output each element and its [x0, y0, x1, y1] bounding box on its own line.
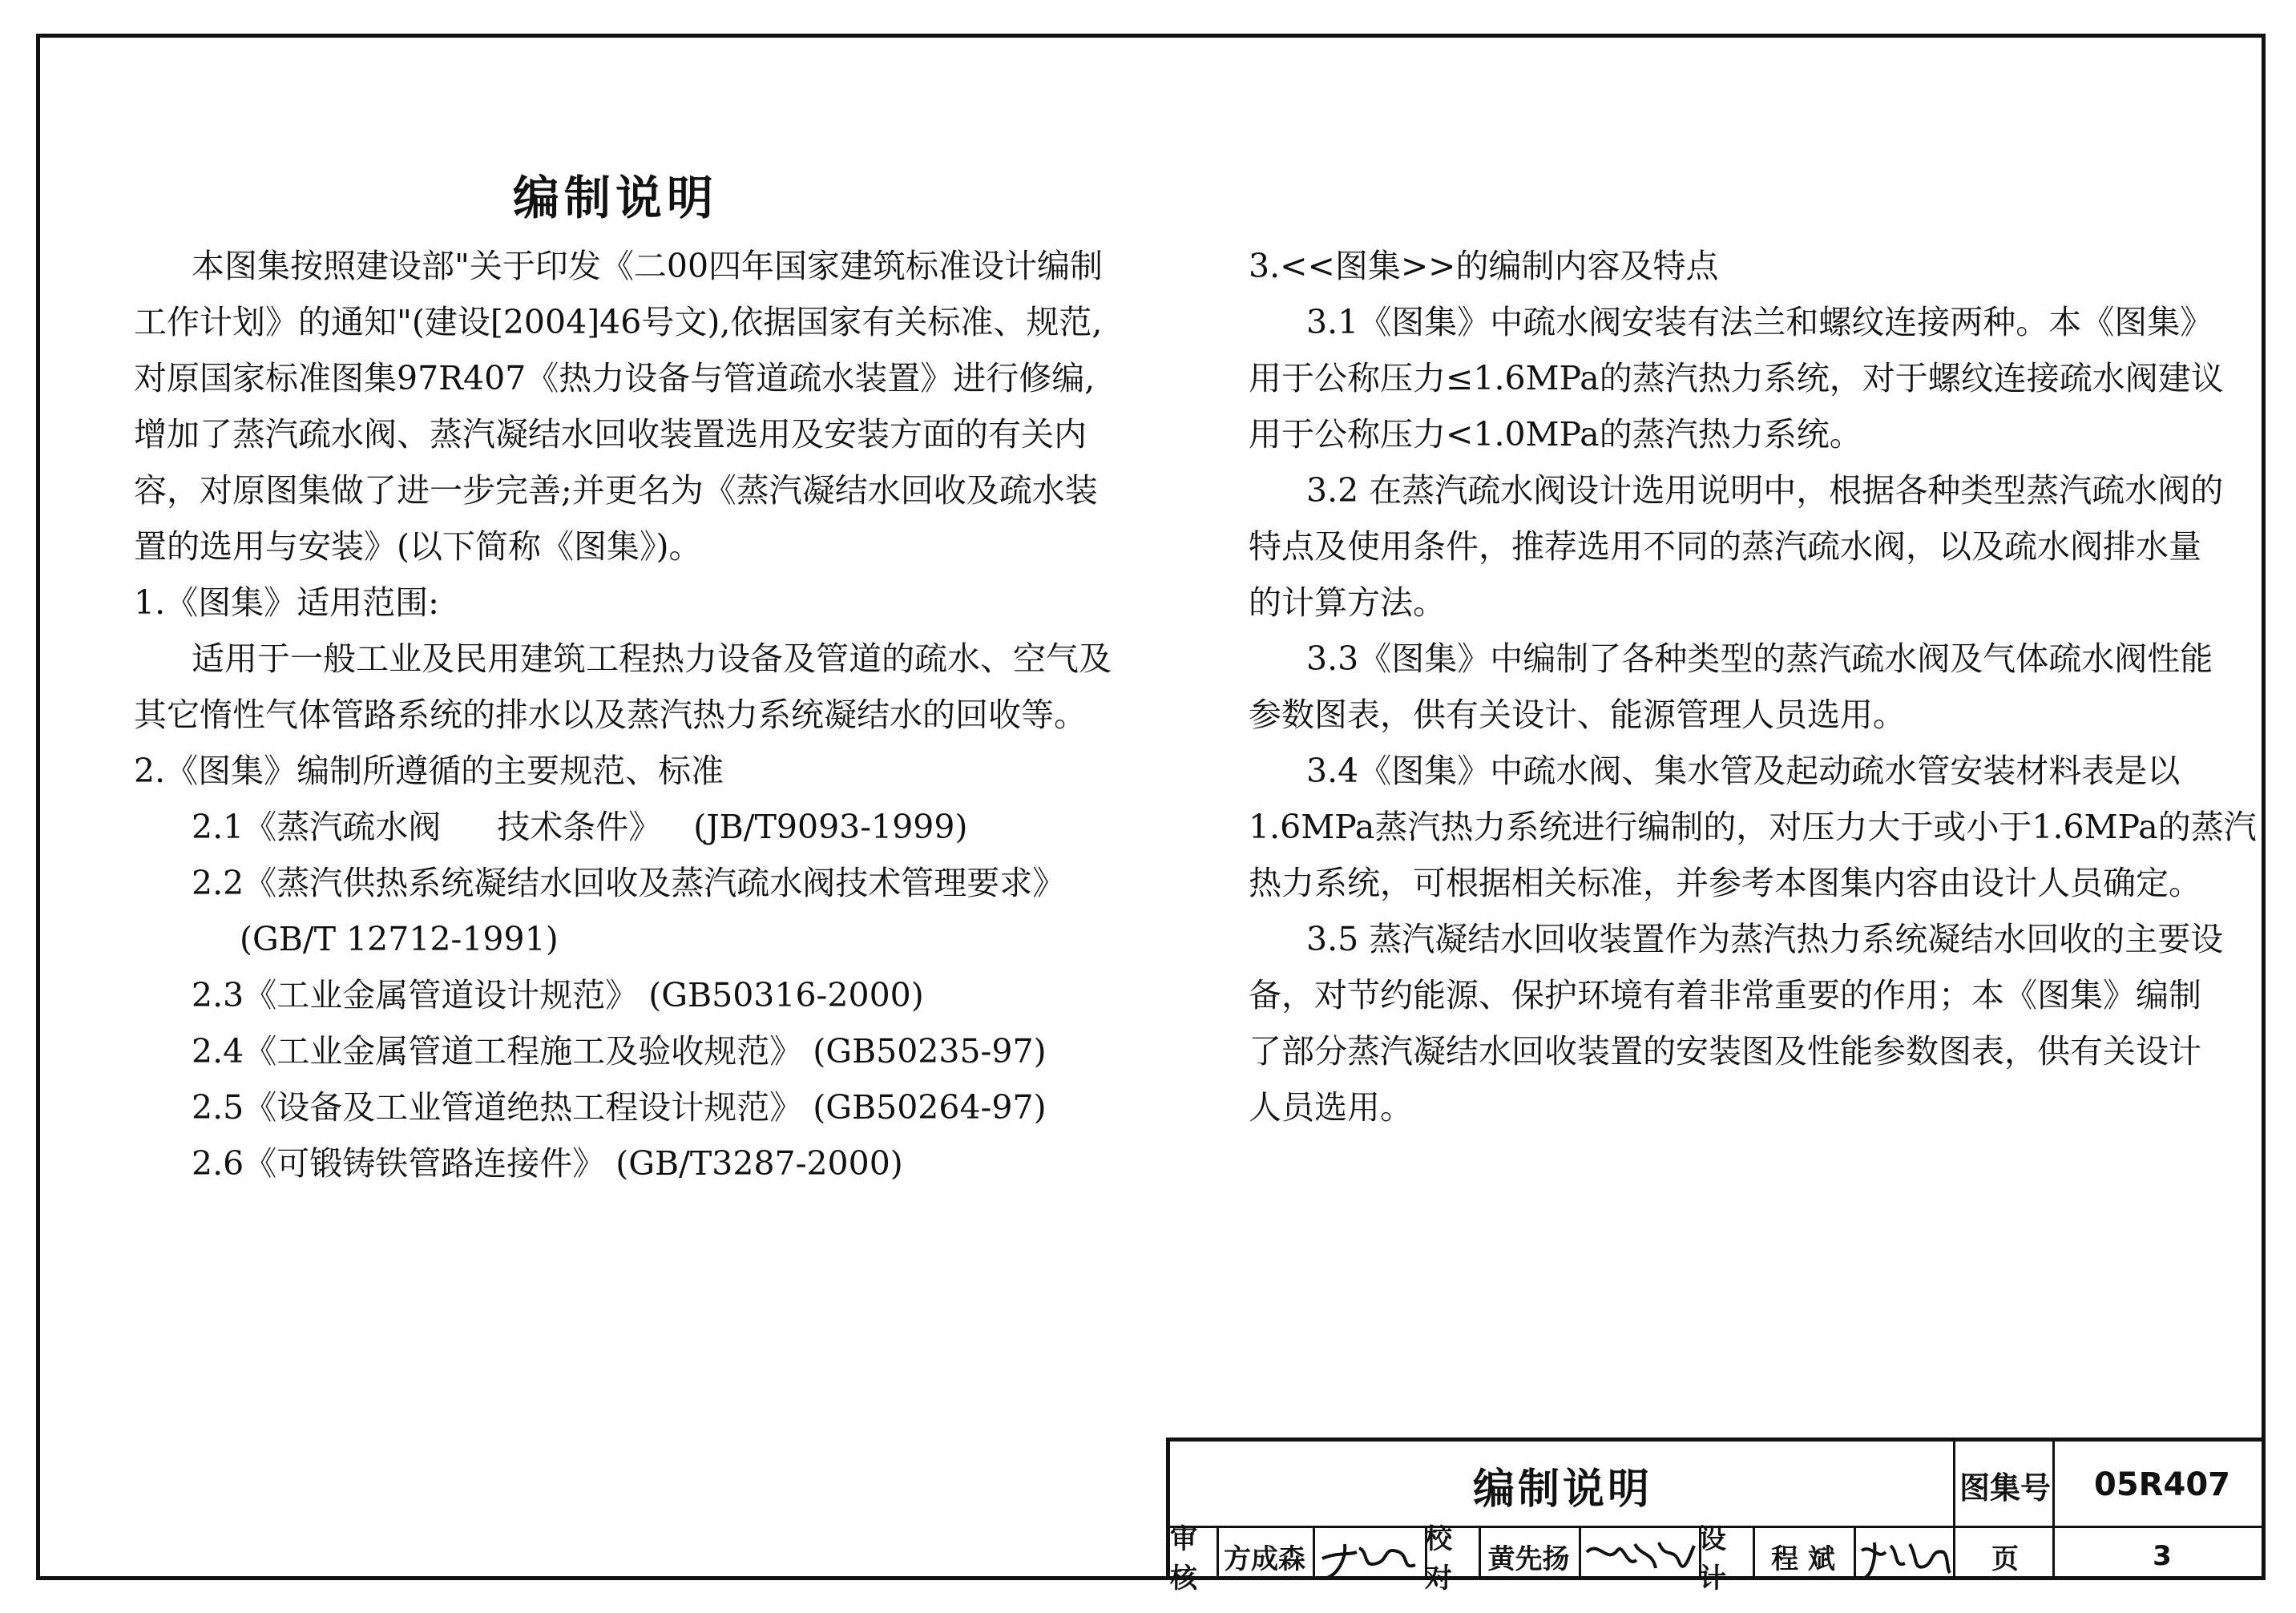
designer-name: 程 斌 — [1771, 1542, 1835, 1575]
section-3-heading: 3.<<图集>>的编制内容及特点 — [1249, 247, 1719, 285]
para-3-4-line: 1.6MPa蒸汽热力系统进行编制的，对压力大于或小于1.6MPa的蒸汽 — [1249, 808, 2257, 846]
para-3-3-line: 3.3《图集》中编制了各种类型的蒸汽疏水阀及气体疏水阀性能 — [1306, 639, 2213, 678]
intro-line: 对原国家标准图集97R407《热力设备与管道疏水装置》进行修编, — [134, 359, 1096, 397]
para-3-1-line: 用于公称压力≤1.6MPa的蒸汽热力系统，对于螺纹连接疏水阀建议 — [1249, 359, 2224, 397]
standard-name-cont: 技术条件》 — [497, 808, 662, 846]
para-3-2-line: 3.2 在蒸汽疏水阀设计选用说明中，根据各种类型蒸汽疏水阀的 — [1306, 471, 2224, 510]
para-3-4-line: 热力系统，可根据相关标准，并参考本图集内容由设计人员确定。 — [1249, 864, 2201, 902]
designer-signature — [1854, 1528, 1953, 1584]
standard-item-2-4: 2.4《工业金属管道工程施工及验收规范》 (GB50235-97) — [192, 1032, 1047, 1071]
para-3-1-line: 用于公称压力<1.0MPa的蒸汽热力系统。 — [1249, 415, 1862, 454]
section-1-heading: 1.《图集》适用范围: — [134, 583, 439, 622]
right-column — [1249, 238, 2257, 1135]
intro-line: 增加了蒸汽疏水阀、蒸汽凝结水回收装置选用及安装方面的有关内 — [134, 415, 1087, 454]
atlas-number: 05R407 — [2094, 1466, 2230, 1503]
page-number: 3 — [2153, 1540, 2172, 1572]
para-3-4-line: 3.4《图集》中疏水阀、集水管及起动疏水管安装材料表是以 — [1306, 752, 2181, 790]
page-label: 页 — [1991, 1542, 2019, 1575]
para-3-2-line: 的计算方法。 — [1249, 583, 1446, 622]
para-3-5-line: 3.5 蒸汽凝结水回收装置作为蒸汽热力系统凝结水回收的主要设 — [1306, 920, 2224, 958]
para-3-5-line: 人员选用。 — [1249, 1088, 1413, 1127]
review-label: 审核 — [1170, 1523, 1197, 1595]
title-block — [1166, 1438, 2266, 1595]
design-label: 设计 — [1699, 1523, 1726, 1595]
para-3-5-line: 备，对节约能源、保护环境有着非常重要的作用；本《图集》编制 — [1249, 976, 2201, 1014]
para-3-3-line: 参数图表，供有关设计、能源管理人员选用。 — [1249, 696, 1906, 734]
para-3-1-line: 3.1《图集》中疏水阀安装有法兰和螺纹连接两种。本《图集》 — [1306, 303, 2213, 341]
page-title: 编制说明 — [513, 171, 719, 225]
check-label: 校对 — [1425, 1523, 1452, 1595]
standard-item-2-1 — [134, 799, 1071, 855]
section-1-line: 其它惰性气体管路系统的排水以及蒸汽热力系统凝结水的回收等。 — [134, 696, 1087, 734]
title-block-title: 编制说明 — [1472, 1465, 1652, 1514]
section-2-heading: 2.《图集》编制所遵循的主要规范、标准 — [134, 752, 724, 790]
section-1-line: 适用于一般工业及民用建筑工程热力设备及管道的疏水、空气及 — [192, 639, 1112, 678]
intro-line: 置的选用与安装》(以下简称《图集》)。 — [134, 527, 702, 566]
atlas-number-label: 图集号 — [1959, 1470, 2051, 1506]
intro-line: 工作计划》的通知"(建设[2004]46号文),依据国家有关标准、规范, — [134, 303, 1103, 341]
left-column — [134, 238, 1112, 1192]
standard-name: 2.1《蒸汽疏水阀 — [192, 808, 442, 846]
standard-item-2-6: 2.6《可锻铸铁管路连接件》 (GB/T3287-2000) — [192, 1144, 903, 1183]
standard-code-2-2: (GB/T 12712-1991) — [240, 920, 559, 958]
checker-signature — [1579, 1528, 1699, 1584]
intro-line: 本图集按照建设部"关于印发《二00四年国家建筑标准设计编制 — [192, 247, 1104, 285]
para-3-2-line: 特点及使用条件，推荐选用不同的蒸汽疏水阀，以及疏水阀排水量 — [1249, 527, 2201, 566]
standard-item-2-5: 2.5《设备及工业管道绝热工程设计规范》 (GB50264-97) — [192, 1088, 1047, 1127]
standard-item-2-2: 2.2《蒸汽供热系统凝结水回收及蒸汽疏水阀技术管理要求》 — [192, 864, 1066, 902]
reviewer-signature — [1313, 1528, 1425, 1584]
checker-name: 黄先扬 — [1487, 1542, 1570, 1575]
standard-item-2-3: 2.3《工业金属管道设计规范》 (GB50316-2000) — [192, 976, 924, 1014]
reviewer-name: 方成森 — [1224, 1542, 1305, 1575]
intro-line: 容，对原图集做了进一步完善;并更名为《蒸汽凝结水回收及疏水装 — [134, 471, 1098, 510]
standard-code: (JB/T9093-1999) — [693, 808, 968, 846]
para-3-5-line: 了部分蒸汽凝结水回收装置的安装图及性能参数图表，供有关设计 — [1249, 1032, 2201, 1071]
